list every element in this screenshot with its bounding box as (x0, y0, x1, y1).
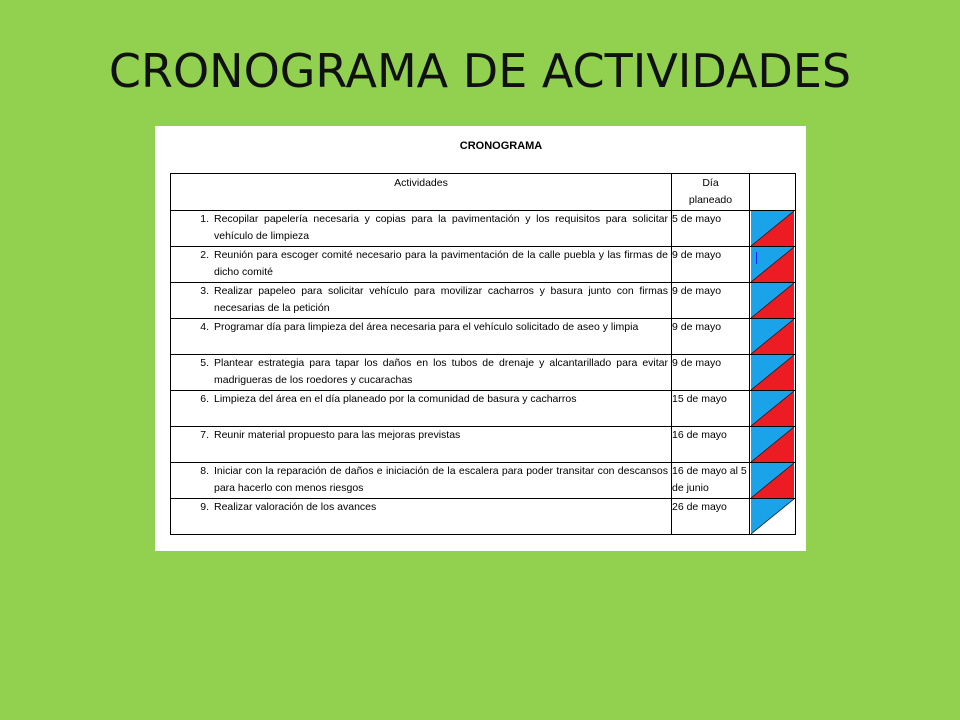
activity-number: 4. (200, 321, 209, 333)
planned-day-cell: 9 de mayo (672, 247, 750, 283)
table-row (171, 283, 796, 319)
header-day-line1: Día (702, 177, 719, 189)
activity-content (171, 319, 671, 336)
planned-day-cell: 15 de mayo (672, 391, 750, 427)
slide-title: CRONOGRAMA DE ACTIVIDADES (108, 44, 852, 98)
activity-cell (171, 211, 672, 247)
activity-content (171, 463, 671, 497)
status-cell (750, 319, 796, 355)
status-marker (751, 247, 794, 282)
activity-cell (171, 283, 672, 319)
table-row (171, 463, 796, 499)
activity-number: 7. (200, 429, 209, 441)
status-cell (750, 499, 796, 535)
planned-day-cell: 16 de mayo (672, 427, 750, 463)
header-day-line2: planeado (688, 194, 733, 206)
activity-text: Realizar papeleo para solicitar vehículo para movilizar cacharros y basura junto con firmas necesarias de la petición (214, 285, 668, 314)
activity-cell (171, 463, 672, 499)
activity-number: 9. (200, 501, 209, 513)
activity-number: 6. (200, 393, 209, 405)
activity-cell (171, 247, 672, 283)
activity-number: 3. (200, 285, 209, 297)
activity-content (171, 247, 671, 281)
activity-text: Realizar valoración de los avances (214, 501, 377, 513)
text-cursor-icon (756, 252, 757, 264)
table-header-row (171, 174, 796, 211)
activity-text: Plantear estrategia para tapar los daños en los tubos de drenaje y alcantarillado para evitar madrigueras de los roedores y cucarachas (214, 357, 668, 386)
status-cell (750, 247, 796, 283)
activity-cell (171, 427, 672, 463)
table-row (171, 211, 796, 247)
activity-number: 1. (200, 213, 209, 225)
planned-day-cell: 26 de mayo (672, 499, 750, 535)
planned-day-cell: 16 de mayo al 5 de junio (672, 463, 750, 499)
status-marker (751, 391, 794, 426)
activity-content (171, 211, 671, 245)
status-cell (750, 211, 796, 247)
activity-number: 2. (200, 249, 209, 261)
activity-number: 5. (200, 357, 209, 369)
activity-cell (171, 391, 672, 427)
header-activities: Actividades (171, 174, 672, 211)
status-marker (751, 499, 794, 534)
table-row (171, 319, 796, 355)
activity-content (171, 283, 671, 317)
status-cell (750, 391, 796, 427)
header-day (672, 174, 750, 211)
status-marker (751, 463, 794, 498)
table-caption: CRONOGRAMA (459, 140, 543, 152)
status-cell (750, 283, 796, 319)
table-row (171, 391, 796, 427)
status-marker (751, 355, 794, 390)
activity-text: Recopilar papelería necesaria y copias para la pavimentación y los requisitos para solicitar vehículo de limpieza (214, 213, 668, 242)
header-status (750, 174, 796, 211)
activity-text: Reunión para escoger comité necesario para la pavimentación de la calle puebla y las firmas de dicho comité (214, 249, 668, 278)
activity-text: Iniciar con la reparación de daños e iniciación de la escalera para poder transitar con descansos para hacerlo con menos riesgos (214, 465, 668, 494)
planned-day-cell: 5 de mayo (672, 211, 750, 247)
activity-content (171, 355, 671, 389)
activity-content (171, 427, 671, 444)
table-row (171, 247, 796, 283)
status-marker (751, 283, 794, 318)
planned-day-cell: 9 de mayo (672, 319, 750, 355)
activity-cell (171, 319, 672, 355)
planned-day-cell: 9 de mayo (672, 283, 750, 319)
status-cell (750, 355, 796, 391)
status-cell (750, 463, 796, 499)
status-marker (751, 319, 794, 354)
activity-cell (171, 355, 672, 391)
status-marker (751, 211, 794, 246)
activity-number: 8. (200, 465, 209, 477)
table-row (171, 427, 796, 463)
activity-content (171, 391, 671, 408)
status-marker (751, 427, 794, 462)
table-row (171, 499, 796, 535)
status-cell (750, 427, 796, 463)
table-row (171, 355, 796, 391)
planned-day-cell: 9 de mayo (672, 355, 750, 391)
activity-cell (171, 499, 672, 535)
schedule-table (170, 173, 796, 535)
table-body (171, 211, 796, 535)
activity-content (171, 499, 671, 516)
activity-text: Limpieza del área en el día planeado por la comunidad de basura y cacharros (214, 393, 577, 405)
schedule-panel (155, 126, 806, 551)
activity-text: Programar día para limpieza del área necesaria para el vehículo solicitado de aseo y limpia (214, 321, 639, 333)
activity-text: Reunir material propuesto para las mejoras previstas (214, 429, 461, 441)
